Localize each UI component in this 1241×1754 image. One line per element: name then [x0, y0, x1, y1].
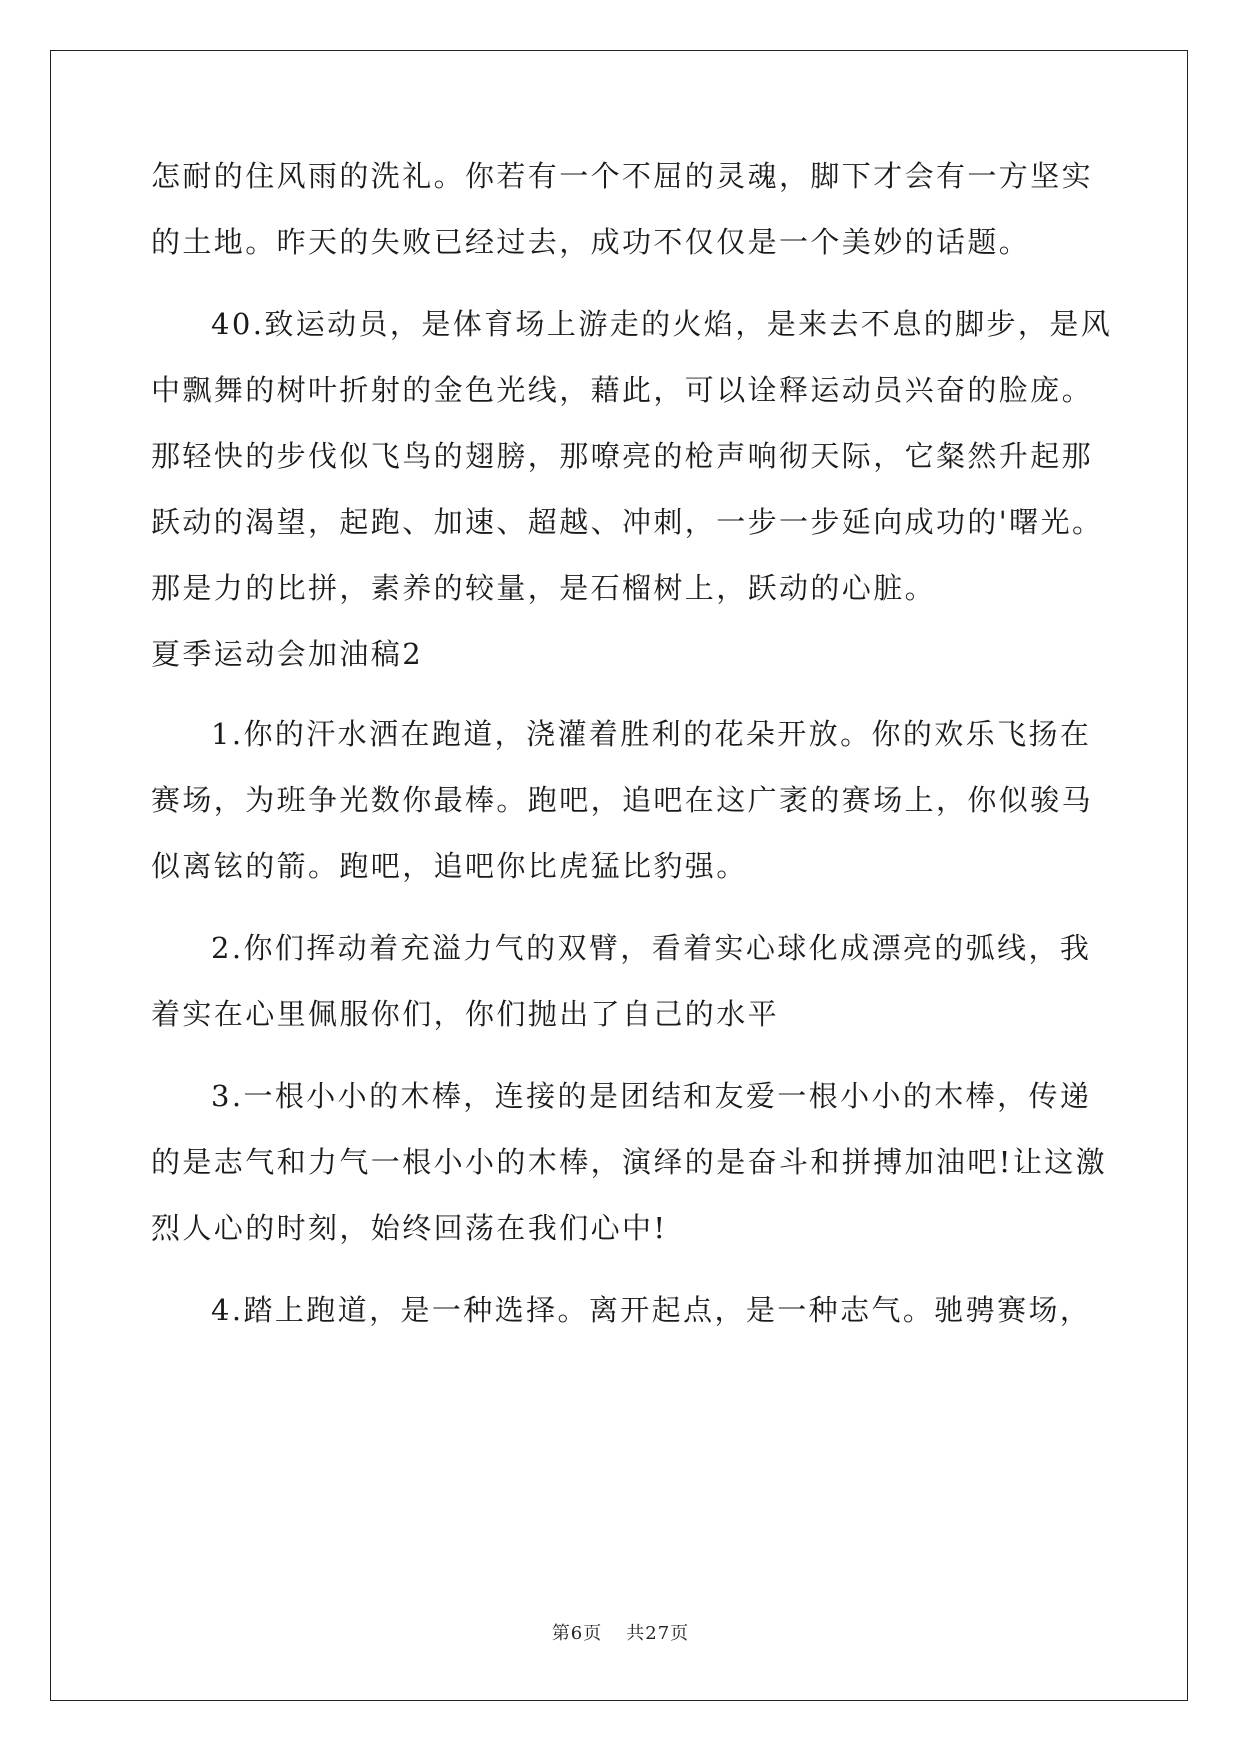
text-line: 2.你们挥动着充溢力气的双臂，看着实心球化成漂亮的弧线，我: [211, 931, 1092, 965]
text-line: 着实在心里佩服你们，你们抛出了自己的水平: [151, 997, 780, 1031]
text-line: 赛场，为班争光数你最棒。跑吧，追吧在这广袤的赛场上，你似骏马: [151, 783, 1094, 817]
text-line: 似离铉的箭。跑吧，追吧你比虎猛比豹强。: [151, 849, 748, 883]
page-footer: [0, 1622, 1241, 1646]
text-line: 怎耐的住风雨的洗礼。你若有一个不屈的灵魂，脚下才会有一方坚实: [151, 159, 1094, 193]
text-line: 40.致运动员，是体育场上游走的火焰，是来去不息的脚步，是风: [211, 307, 1113, 341]
text-line: 烈人心的时刻，始终回荡在我们心中!: [151, 1211, 668, 1245]
text-line: 那是力的比拼，素养的较量，是石榴树上，跃动的心脏。: [151, 571, 937, 605]
page-number-current: 第6页: [551, 1623, 603, 1644]
text-line: 4.踏上跑道，是一种选择。离开起点，是一种志气。驰骋赛场，: [211, 1293, 1092, 1327]
text-line: 的土地。昨天的失败已经过去，成功不仅仅是一个美妙的话题。: [151, 225, 1031, 259]
text-line: 3.一根小小的木棒，连接的是团结和友爱一根小小的木棒，传递: [211, 1079, 1092, 1113]
text-line: 那轻快的步伐似飞鸟的翅膀，那嘹亮的枪声响彻天际，它粲然升起那: [151, 439, 1094, 473]
page-number-total: 共27页: [626, 1623, 690, 1644]
text-line: 中飘舞的树叶折射的金色光线，藉此，可以诠释运动员兴奋的脸庞。: [151, 373, 1094, 407]
text-line: 的是志气和力气一根小小的木棒，演绎的是奋斗和拼搏加油吧!让这激: [151, 1145, 1108, 1179]
section-heading: 夏季运动会加油稿2: [151, 637, 424, 671]
text-line: 跃动的渴望，起跑、加速、超越、冲刺，一步一步延向成功的'曙光。: [151, 505, 1104, 539]
text-line: 1.你的汗水洒在跑道，浇灌着胜利的花朵开放。你的欢乐飞扬在: [211, 717, 1092, 751]
